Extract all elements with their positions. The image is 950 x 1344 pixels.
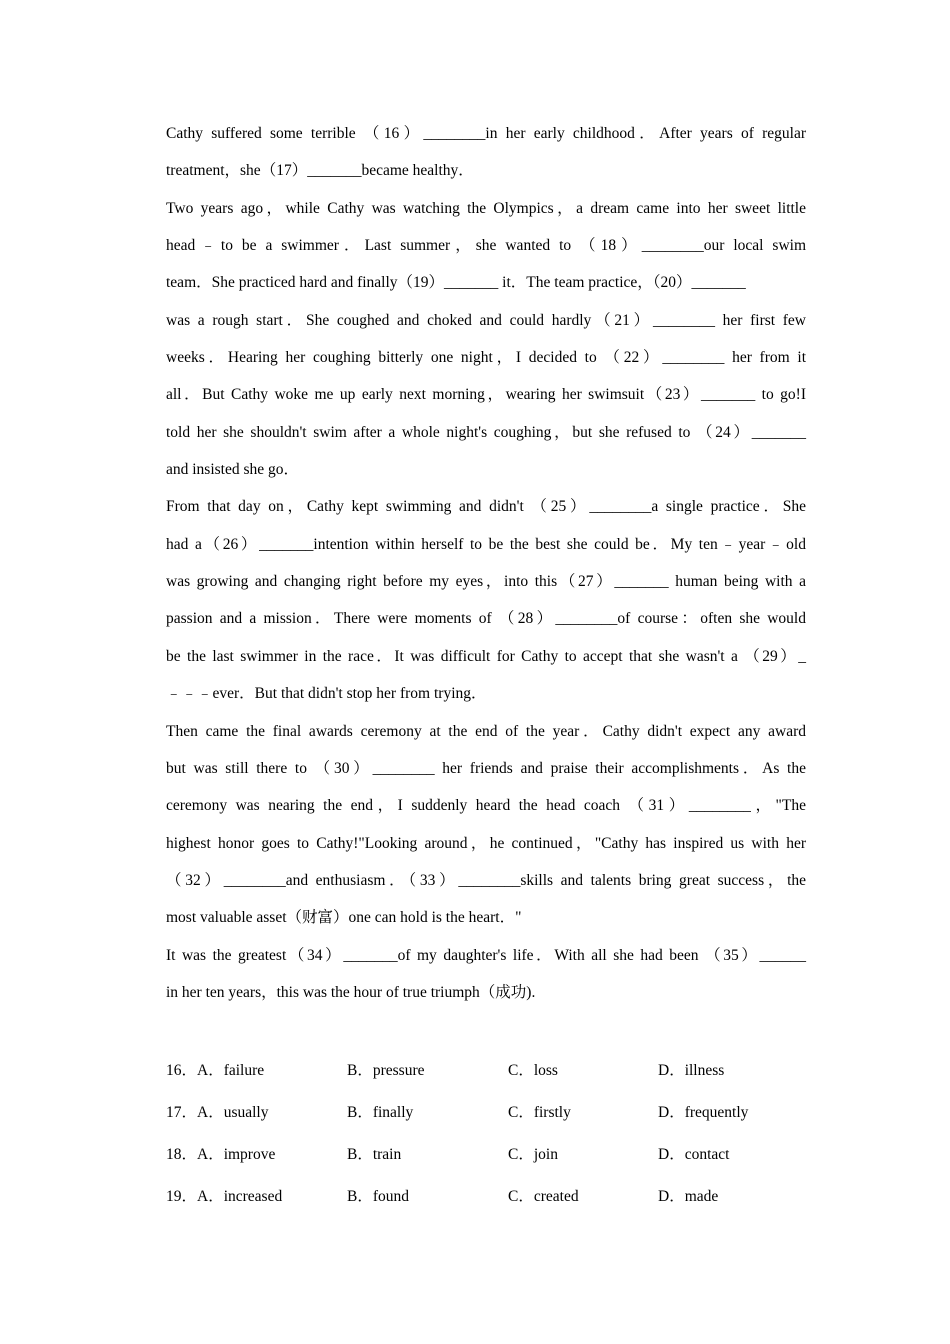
passage-line: was growing and changing right before my eyes，into this（27）_______ human being with a: [166, 573, 806, 591]
passage-line: team．She practiced hard and finally（19）_______ it．The team practice，（20）_______: [166, 274, 746, 292]
answer-options: [166, 1050, 806, 1218]
passage-line: Then came the final awards ceremony at the end of the year．Cathy didn't expect any award: [166, 722, 806, 740]
option-b: B．pressure: [347, 1062, 425, 1079]
passage-line: was a rough start．She coughed and choked and could hardly（21）________ her first few: [166, 311, 806, 329]
option-d: D．contact: [658, 1146, 730, 1163]
passage-line: be the last swimmer in the race．It was difficult for Cathy to accept that she wasn't a （29）_: [166, 647, 806, 665]
option-d: D．illness: [658, 1062, 725, 1079]
question-row: [166, 1092, 806, 1134]
question-row: [166, 1134, 806, 1176]
option-b: B．train: [347, 1146, 402, 1163]
option-d: D．frequently: [658, 1104, 749, 1121]
option-b: B．finally: [347, 1104, 414, 1121]
passage-line: and insisted she go．: [166, 461, 300, 479]
passage-line: most valuable asset（财富）one can hold is the heart．": [166, 909, 522, 927]
passage-line: highest honor goes to Cathy!"Looking around，he continued，"Cathy has inspired us with her: [166, 834, 806, 852]
option-d: D．made: [658, 1188, 719, 1205]
option-a: 19．A．increased: [166, 1188, 283, 1205]
passage-line: passion and a mission．There were moments of （28）________of course：often she would: [166, 610, 806, 628]
question-row: [166, 1176, 806, 1218]
passage-line: ceremony was nearing the end，I suddenly heard the head coach （31）________，"The: [166, 797, 806, 815]
option-a: 17．A．usually: [166, 1104, 269, 1121]
reading-passage: [166, 115, 806, 1011]
option-c: C．created: [508, 1188, 579, 1205]
passage-line: Cathy suffered some terrible （16）________in her early childhood．After years of regular: [166, 125, 806, 142]
passage-line: in her ten years，this was the hour of true triumph（成功).: [166, 983, 536, 1001]
passage-line: treatment，she（17）_______became healthy．: [166, 162, 474, 180]
option-c: C．join: [508, 1146, 558, 1163]
passage-line: had a（26）_______intention within herself to be the best she could be．My ten﹣year﹣old: [166, 535, 806, 553]
option-a: 16．A．failure: [166, 1062, 265, 1079]
option-b: B．found: [347, 1188, 410, 1205]
option-c: C．firstly: [508, 1104, 571, 1121]
passage-line: all．But Cathy woke me up early next morning，wearing her swimsuit（23）_______ to go!I: [166, 386, 806, 404]
passage-line: told her she shouldn't swim after a whole night's coughing，but she refused to （24）_______: [166, 423, 806, 441]
passage-line: but was still there to （30）________ her friends and praise their accomplishments．As the: [166, 759, 806, 777]
option-c: C．loss: [508, 1062, 558, 1079]
option-a: 18．A．improve: [166, 1146, 276, 1163]
passage-line: weeks．Hearing her coughing bitterly one night，I decided to （22）________ her from it: [166, 349, 806, 367]
passage-line: （32）________and enthusiasm．（33）________skills and talents bring great success，the: [166, 871, 806, 889]
passage-line: ﹣﹣﹣ever．But that didn't stop her from trying．: [166, 685, 487, 703]
passage-line: From that day on，Cathy kept swimming and didn't （25）________a single practice．She: [166, 498, 806, 516]
passage-line: head﹣to be a swimmer．Last summer，she wanted to （18）________our local swim: [166, 237, 806, 255]
question-row: [166, 1050, 806, 1092]
passage-line: Two years ago，while Cathy was watching the Olympics，a dream came into her sweet little: [166, 199, 806, 217]
passage-line: It was the greatest（34）_______of my daughter's life．With all she had been （35）______: [166, 946, 806, 964]
